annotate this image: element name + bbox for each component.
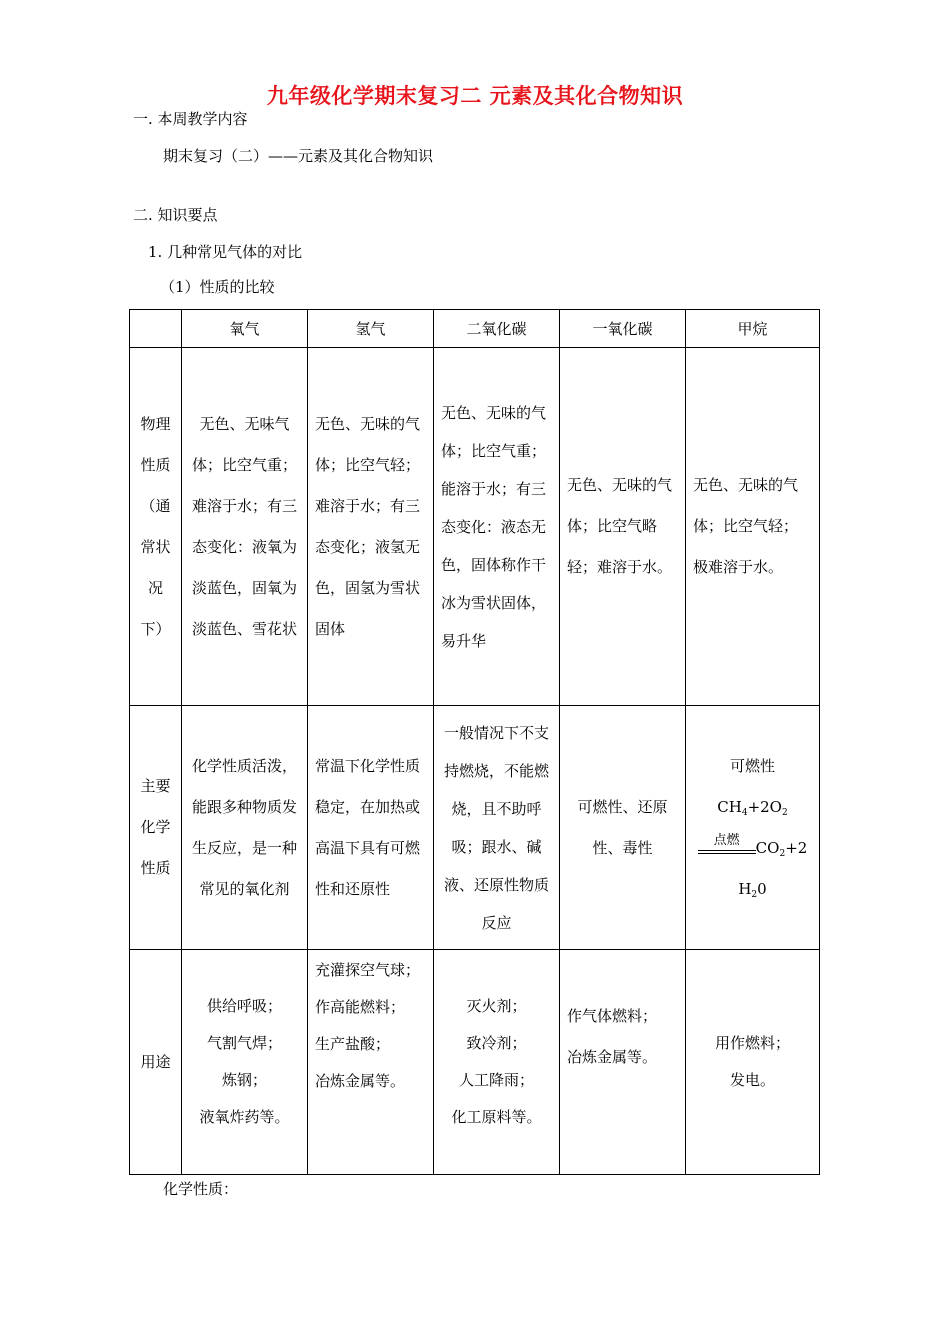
row-label-uses: 用途 xyxy=(130,950,182,1175)
gas-properties-table xyxy=(129,309,820,1175)
table-row-chemical xyxy=(130,706,820,950)
cell-uses-oxygen: 供给呼吸； 气割气焊； 炼钢； 液氧炸药等。 xyxy=(182,950,308,1175)
cell-physical-methane: 无色、无味的气体；比空气轻；极难溶于水。 xyxy=(686,348,820,706)
cell-physical-carbon-dioxide: 无色、无味的气体；比空气重；能溶于水；有三态变化：液态无色，固体称作干冰为雪状固体，易升华 xyxy=(434,348,560,706)
row-label-chemical: 主要化学性质 xyxy=(130,706,182,950)
cell-uses-methane: 用作燃料； 发电。 xyxy=(686,950,820,1175)
header-cell-methane: 甲烷 xyxy=(686,310,820,348)
header-cell-empty xyxy=(130,310,182,348)
header-cell-carbon-monoxide: 一氧化碳 xyxy=(560,310,686,348)
reaction-arrow: 点燃 xyxy=(698,840,756,858)
header-cell-oxygen: 氧气 xyxy=(182,310,308,348)
cell-chemical-hydrogen: 常温下化学性质稳定，在加热或高温下具有可燃性和还原性 xyxy=(308,706,434,950)
cell-uses-carbon-dioxide: 灭火剂； 致冷剂； 人工降雨； 化工原料等。 xyxy=(434,950,560,1175)
sub-subsection-heading: （1）性质的比较 xyxy=(160,278,275,296)
section-1-heading: 一. 本周教学内容 xyxy=(133,110,248,128)
cell-uses-hydrogen: 充灌探空气球； 作高能燃料； 生产盐酸； 冶炼金属等。 xyxy=(308,950,434,1175)
header-cell-carbon-dioxide: 二氧化碳 xyxy=(434,310,560,348)
section-1-body: 期末复习（二）——元素及其化合物知识 xyxy=(163,147,434,165)
cell-chemical-methane xyxy=(686,706,820,950)
cell-physical-hydrogen: 无色、无味的气体；比空气轻；难溶于水；有三态变化；液氢无色，固氢为雪状固体 xyxy=(308,348,434,706)
chemical-properties-heading: 化学性质： xyxy=(163,1180,239,1198)
header-cell-hydrogen: 氢气 xyxy=(308,310,434,348)
table-row-physical xyxy=(130,348,820,706)
cell-chemical-carbon-dioxide: 一般情况下不支持燃烧，不能燃烧，且不助呼吸；跟水、碱液、还原性物质反应 xyxy=(434,706,560,950)
cell-physical-oxygen: 无色、无味气体；比空气重；难溶于水；有三态变化：液氧为淡蓝色，固氧为淡蓝色、雪花状 xyxy=(182,348,308,706)
table-header-row xyxy=(130,310,820,348)
table-row-uses xyxy=(130,950,820,1175)
subsection-heading: 1. 几种常见气体的对比 xyxy=(148,243,303,261)
row-label-physical: 物理性质（通常状况下） xyxy=(130,348,182,706)
cell-chemical-oxygen: 化学性质活泼，能跟多种物质发生反应，是一种常见的氧化剂 xyxy=(182,706,308,950)
cell-physical-carbon-monoxide: 无色、无味的气体；比空气略轻；难溶于水。 xyxy=(560,348,686,706)
document-title: 九年级化学期末复习二 元素及其化合物知识 xyxy=(266,84,684,108)
cell-uses-carbon-monoxide: 作气体燃料； 冶炼金属等。 xyxy=(560,950,686,1175)
cell-chemical-carbon-monoxide: 可燃性、还原性、毒性 xyxy=(560,706,686,950)
section-2-heading: 二. 知识要点 xyxy=(133,206,218,224)
methane-combustion-equation: 可燃性 $CH_4+2O_2$ 点燃 $CO_2+2$ $H_20$ xyxy=(686,746,819,910)
